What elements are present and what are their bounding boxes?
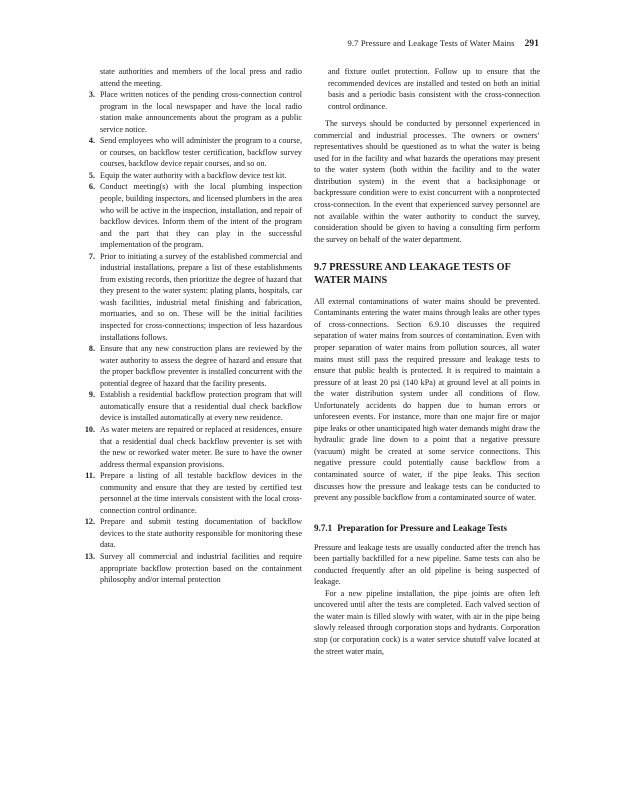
list-item <box>79 551 302 586</box>
list-item <box>79 135 302 170</box>
subsection-title: Preparation for Pressure and Leakage Tests <box>337 522 508 533</box>
list-item-number: 3. <box>88 90 95 100</box>
list-item-number: 4. <box>88 136 95 146</box>
running-header-section: 9.7 Pressure and Leakage Tests of Water Mains <box>347 38 515 48</box>
list-item-text: As water meters are repaired or replaced at residences, ensure that a residential dual check backflow preventer is set with the new or reworked water meter. Be sure to have the owner address thermal expansion provisions. <box>100 424 302 469</box>
list-item-text: Conduct meeting(s) with the local plumbing inspection people, building inspectors, and licensed plumbers in the area who will be active in the inspection, installation, and repair of backflow devices. Inform them of the intent of the program and the part that they can play in the successful implementation of the program. <box>100 182 302 250</box>
list-item <box>79 389 302 424</box>
left-column <box>79 66 302 586</box>
list-item-number: 7. <box>88 251 95 261</box>
page-number: 291 <box>524 39 539 49</box>
list-item <box>79 424 302 470</box>
subsection-number: 9.7.1 <box>314 522 333 533</box>
subsection-paragraph-1: Pressure and leakage tests are usually conducted after the trench has been partially backfilled for a new pipeline. Same tests can also be conducted frequently after an old pipeline is being suspected of leakage. <box>314 542 540 587</box>
list-item-number: 5. <box>88 170 95 180</box>
subsection-paragraph-2: For a new pipeline installation, the pipe joints are often left uncovered until after the tests are completed. Each valved section of the water main is filled slowly with water, with air in the pipe being slowly released through corporation stops and hydrants. Corporation stop (or corporation cock) is a water service shutoff valve located at the street water main, <box>314 588 540 656</box>
running-header <box>348 38 539 49</box>
list-item <box>79 251 302 343</box>
list-item-number: 9. <box>88 390 95 400</box>
list-item-number: 11. <box>85 471 95 481</box>
list-item-text: Place written notices of the pending cross-connection control program in the local newspaper and have the local radio station make announcements about the program as a public service notice. <box>100 90 302 134</box>
section-heading: 9.7 PRESSURE AND LEAKAGE TESTS OF WATER MAINS <box>314 262 511 286</box>
section-paragraph: All external contaminations of water mains should be prevented. Contaminants entering the water mains through leaks are other types of cross-connections. Section 6.9.10 discusses the required separation of water mains from sources of contamination. Even with proper separation of water mains from pollution sources, all water mains must still pass the required pressure and leakage tests to ensure that public health is protected. It is required to maintain a pressure of at least 20 psi (140 kPa) at ground level at all points in the water distribution system under all conditions of flow. Unfortunately accidents do happen due to human errors or unforeseen events. For instance, more than one major fire or major pipe leaks or other unanticipated high water demands might draw the hydraulic grade line down to a point that a negative pressure (vacuum) might be created at some service connections. This negative pressure could potentially cause backflow from a contaminated source of water, if the pipe leaks. This section discusses how the pressure and leakage tests can be conducted to prevent any possible backflow from a contaminated source of water. <box>314 296 540 503</box>
list-item-text: Establish a residential backflow protection program that will automatically ensure that a residential dual check backflow device is installed automatically at every new residence. <box>100 390 302 423</box>
list-item-text: Equip the water authority with a backflow device test kit. <box>100 170 287 180</box>
right-continuation-text: and fixture outlet protection. Follow up to ensure that the recommended devices are installed and tested on both an initial basis and a periodic basis consistent with the cross-connection control ordinance. <box>328 67 540 111</box>
list-item <box>79 181 302 250</box>
list-item-text: Prepare a listing of all testable backflow devices in the community and ensure that they are tested by certified test personnel at the time intervals consistent with the local cross-connection control ordinance. <box>100 471 302 515</box>
list-item-number: 8. <box>88 344 95 354</box>
list-item-number: 12. <box>84 517 95 527</box>
list-item <box>79 516 302 551</box>
list-item-number: 13. <box>84 551 95 561</box>
list-item-text: Prior to initiating a survey of the established commercial and industrial installations, prepare a list of these establishments from existing records, then prioritize the degree of hazard that they present to the water system: plating plants, hospitals, car wash facilities, industrial metal finishing and fabrication, mortuaries, and so on. These will be the initial facilities inspected for cross-connections; inspection of less hazardous installations follows. <box>100 251 302 342</box>
right-column <box>314 66 540 657</box>
subsection-heading <box>314 522 540 534</box>
surveys-paragraph: The surveys should be conducted by personnel experienced in commercial and industrial processes. The owners or owners’ representatives should be questioned as to what the water is being used for in the facility and what hazards the operations may present to the water system (both within the facility and to the water distribution system) in the event that a backsiphonage or backpressure condition were to exist concurrent with a nonprotected cross-connection. In the event that experienced survey personnel are not available within the water authority to conduct the survey, consideration should be given to having a consulting firm perform the survey on behalf of the water department. <box>314 119 540 244</box>
list-item <box>79 470 302 516</box>
list-item <box>79 343 302 389</box>
list-item <box>79 170 302 182</box>
list-item-number: 10. <box>84 424 95 434</box>
list-item-number: 6. <box>88 182 95 192</box>
left-continuation-text: state authorities and members of the local press and radio attend the meeting. <box>100 67 302 88</box>
list-item <box>79 89 302 135</box>
list-item-text: Prepare and submit testing documentation of backflow devices to the state authority responsible for monitoring these data. <box>100 517 302 550</box>
list-item-text: Survey all commercial and industrial facilities and require appropriate backflow protection based on the containment philosophy and/or internal protection <box>100 551 302 585</box>
list-item-text: Ensure that any new construction plans are reviewed by the water authority to assess the degree of hazard and ensure that the proper backflow preventer is installed concurrent with the potential degree of hazard that the facility presents. <box>100 344 302 388</box>
numbered-list <box>79 89 302 586</box>
list-item-text: Send employees who will administer the program to a course, or courses, on backflow tester certification, backflow survey courses, backflow device repair courses, and so on. <box>100 136 302 169</box>
